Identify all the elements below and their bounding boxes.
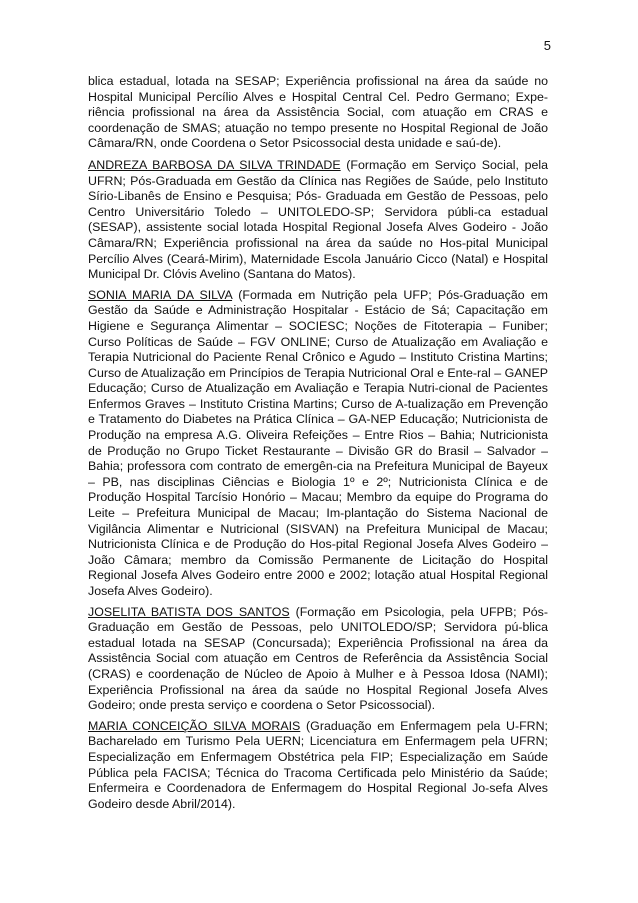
page-number: 5 [543, 38, 551, 53]
paragraph-andreza [88, 158, 548, 283]
paragraph-continuation [88, 74, 548, 152]
person-name: MARIA CONCEIÇÃO SILVA MORAIS [88, 718, 301, 733]
paragraph-joselita [88, 605, 548, 714]
paragraph-text: (Graduação em Enfermagem pela U-FRN; Bacharelado em Turismo Pela UERN; Licenciatura em Enfermagem pela UFRN; Especialização em Enfermagem Obstétrica pela FIP; Especialização em Saúde Pública pela FACISA; Técnica do Tracoma Certificada pelo Ministério da Saúde; Enfermeira e Coordenadora de Enfermagem do Hospital Regional Jo-sefa Alves Godeiro desde Abril/2014). [88, 718, 549, 811]
paragraph-text: (Formada em Nutrição pela UFP; Pós-Graduação em Gestão da Saúde e Administração Hospitalar - Estácio de Sá; Capacitação em Higiene e Segurança Alimentar – SOCIESC; Noções de Fitoterapia – Funiber; Curso Políticas de Saúde – FGV ONLINE; Curso de Atualização em Avaliação e Terapia Nutricional do Paciente Renal Crônico e Agudo – Instituto Cristina Martins; Curso de Atualização em Princípios de Terapia Nutricional Oral e Ente-ral – GANEP Educação; Curso de Atualização em Avaliação e Terapia Nutri-cional de Pacientes Enfermos Graves – Instituto Cristina Martins; Curso de A-tualização em Prevenção e Tratamento do Diabetes na Prática Clínica – GA-NEP Educação; Nutricionista de Produção na empresa A.G. Oliveira Refeições – Entre Rios – Bahia; Nutricionista de Produção no Grupo Ticket Restaurante – Divisão GR do Brasil – Salvador – Bahia; professora com contrato de emergên-cia na Prefeitura Municipal de Bayeux – PB, nas disciplinas Ciências e Biologia 1º e 2º; Nutricionista Clínica e de Produção Hospital Tarcísio Honório – Macau; Membro da equipe do Programa do Leite – Prefeitura Municipal de Macau; Im-plantação do Sistema Nacional de Vigilância Alimentar e Nutricional (SISVAN) na Prefeitura Municipal de Macau; Nutricionista Clínica e de Produção do Hos-pital Regional Josefa Alves Godeiro – João Câmara; membro da Comissão Permanente de Licitação do Hospital Regional Josefa Alves Godeiro entre 2000 e 2002; lotação atual Hospital Regional Josefa Alves Godeiro). [88, 287, 548, 598]
paragraph-sonia [88, 288, 548, 600]
document-body [88, 74, 548, 817]
paragraph-text: (Formação em Serviço Social, pela UFRN; Pós-Graduada em Gestão da Clínica nas Regiões de Saúde, pelo Instituto Sírio-Libanês de Ensino e Pesquisa; Pós- Graduada em Gestão de Pessoas, pelo Centro Universitário Toledo – UNITOLEDO-SP; Servidora públi-ca estadual (SESAP), assistente social lotada Hospital Regional Josefa Alves Godeiro - João Câmara/RN; Experiência profissional na área da saúde no Hos-pital Municipal Percílio Alves (Ceará-Mirim), Maternidade Escola Januário Cicco (Natal) e Hospital Municipal Dr. Clóvis Avelino (Santana do Matos). [88, 157, 548, 282]
person-name: SONIA MARIA DA SILVA [88, 287, 233, 302]
paragraph-text: (Formação em Psicologia, pela UFPB; Pós-Graduação em Gestão de Pessoas, pelo UNITOLEDO/SP; Servidora pú-blica estadual lotada na SESAP (Concursada); Experiência Profissional na área da Assistência Social com atuação em Centros de Referência da Assistência Social (CRAS) e coordenação de Núcleo de Apoio à Mulher e à Pessoa Idosa (NAMI); Experiência Profissional na área da saúde no Hospital Regional Josefa Alves Godeiro; onde presta serviço e coordena o Setor Psicossocial). [88, 604, 548, 713]
person-name: JOSELITA BATISTA DOS SANTOS [88, 604, 290, 619]
paragraph-maria [88, 719, 548, 813]
person-name: ANDREZA BARBOSA DA SILVA TRINDADE [88, 157, 341, 172]
paragraph-text: blica estadual, lotada na SESAP; Experiência profissional na área da saúde no Hospital Municipal Percílio Alves e Hospital Central Cel. Pedro Germano; Expe-riência profissional na área da Assistência Social, com atuação em CRAS e coordenação de SMAS; atuação no tempo presente no Hospital Regional de João Câmara/RN, onde Coordena o Setor Psicossocial desta unidade e saú-de). [88, 74, 548, 151]
